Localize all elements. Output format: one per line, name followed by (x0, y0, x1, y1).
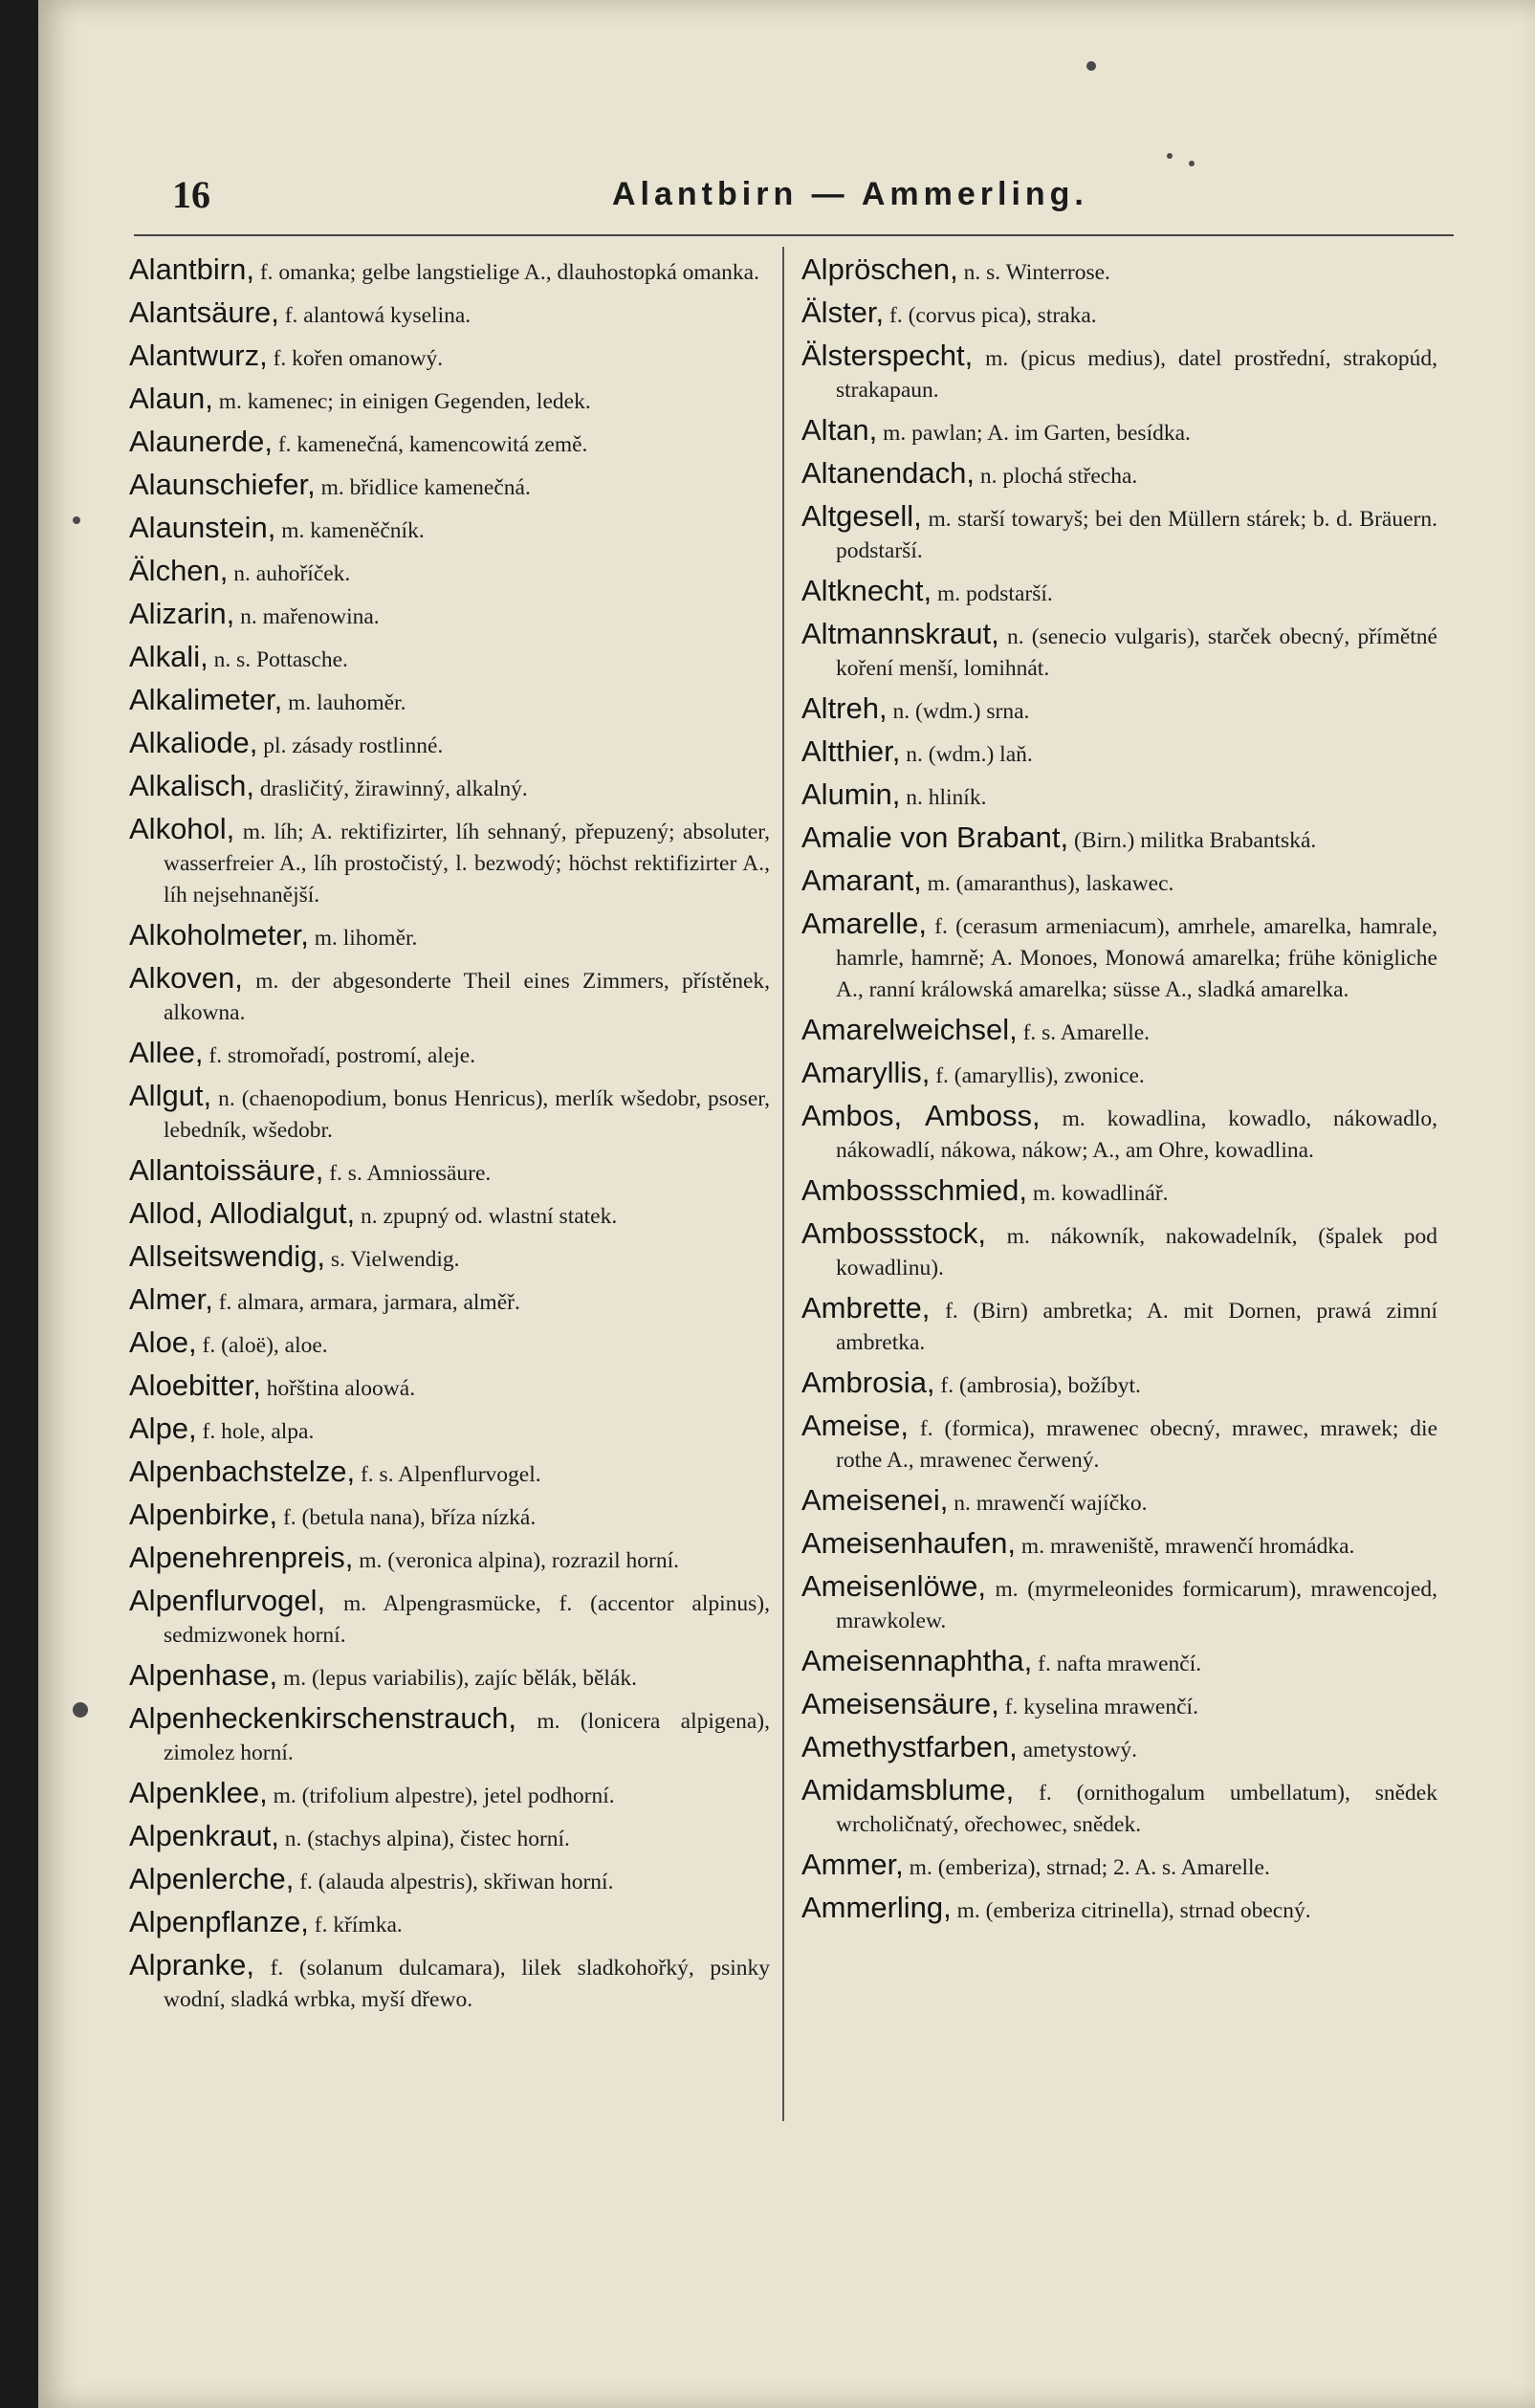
entry-headword: Alpenbirke, (129, 1498, 278, 1531)
entry-headword: Aloebitter, (129, 1368, 261, 1402)
dictionary-entry (801, 253, 1437, 289)
entry-headword: Allseitswendig, (129, 1239, 326, 1273)
dictionary-entry (129, 469, 770, 504)
entry-headword: Allee, (129, 1036, 204, 1069)
entry-definition: f. (formica), mrawenec obecný, mrawec, mrawek; die rothe A., mrawenec čerwený. (836, 1416, 1438, 1473)
dictionary-entry (801, 1100, 1437, 1167)
entry-headword: Alpenkraut, (129, 1819, 279, 1852)
dictionary-entry (129, 1283, 770, 1319)
dictionary-entry (129, 1542, 770, 1577)
dictionary-entry (129, 1080, 770, 1147)
entry-headword: Alpenklee, (129, 1776, 268, 1809)
entry-headword: Ammer, (801, 1848, 904, 1881)
dictionary-entry (129, 1240, 770, 1276)
entry-headword: Alpenpflanze, (129, 1905, 309, 1938)
entry-headword: Amalie von Brabant, (801, 821, 1069, 854)
dictionary-entry (129, 1585, 770, 1652)
dictionary-entry (801, 457, 1437, 493)
entry-definition: m. Alpengrasmücke, f. (accentor alpinus), sedmizwonek horní. (164, 1591, 770, 1648)
entry-headword: Allantoissäure, (129, 1153, 324, 1187)
entry-definition: m. (emberiza), strnad; 2. A. s. Amarelle. (909, 1855, 1270, 1880)
entry-headword: Alkalisch, (129, 769, 254, 802)
entry-headword: Amarant, (801, 864, 922, 897)
entry-definition: f. kyselina mrawenčí. (1004, 1695, 1198, 1719)
entry-headword: Älsterspecht, (801, 339, 974, 372)
dictionary-entry (801, 500, 1437, 567)
entry-headword: Alantsäure, (129, 296, 279, 329)
dictionary-entry (129, 296, 770, 332)
entry-definition: f. (Birn) ambretka; A. mit Dornen, prawá zimní ambretka. (836, 1299, 1438, 1355)
entry-definition: f. křímka. (314, 1913, 403, 1937)
entry-headword: Alumin, (801, 777, 901, 811)
dictionary-entry (129, 1456, 770, 1491)
entry-definition: ametystowý. (1022, 1738, 1138, 1762)
entry-definition: f. (betula nana), bříza nízká. (282, 1505, 537, 1530)
entry-headword: Amidamsblume, (801, 1773, 1015, 1806)
dictionary-entry (129, 962, 770, 1029)
entry-definition: m. (lonicera alpigena), zimolez horní. (164, 1709, 770, 1765)
entry-headword: Altknecht, (801, 574, 932, 607)
entry-definition: f. kořen omanowý. (273, 346, 444, 371)
ink-speck (1189, 161, 1195, 166)
entry-headword: Altanendach, (801, 456, 975, 490)
dictionary-entry (801, 1570, 1437, 1637)
entry-headword: Alpröschen, (801, 252, 958, 286)
entry-definition: m. lihoměr. (314, 926, 418, 951)
entry-headword: Ammerling, (801, 1891, 952, 1924)
dictionary-entry (801, 1892, 1437, 1927)
entry-headword: Alpenflurvogel, (129, 1584, 326, 1617)
dictionary-entry (801, 1645, 1437, 1680)
entry-definition: f. (solanum dulcamara), lilek sladkohořký, psinky wodní, sladká wrbka, myší dřewo. (164, 1956, 771, 2012)
entry-headword: Alkalimeter, (129, 683, 283, 716)
entry-definition: f. s. Amarelle. (1022, 1020, 1151, 1045)
dictionary-entry (129, 555, 770, 590)
entry-definition: n. plochá střecha. (979, 464, 1138, 489)
entry-definition: n. mrawenčí wajíčko. (954, 1491, 1148, 1516)
dictionary-entry (129, 1820, 770, 1855)
dictionary-entry (801, 1174, 1437, 1210)
entry-headword: Alaun, (129, 382, 213, 415)
entry-definition: n. zpupný od. wlastní statek. (360, 1204, 618, 1229)
entry-definition: m. (picus medius), datel prostřední, strakopúd, strakapaun. (836, 346, 1437, 403)
entry-headword: Ameisennaphtha, (801, 1644, 1033, 1677)
entry-definition: f. s. Amniossäure. (329, 1161, 492, 1186)
column-divider (782, 247, 784, 2121)
entry-definition: n. s. Winterrose. (963, 260, 1110, 285)
entry-headword: Älster, (801, 296, 885, 329)
entry-headword: Altgesell, (801, 499, 922, 533)
dictionary-entry (801, 575, 1437, 610)
dictionary-entry (129, 512, 770, 547)
dictionary-entry (801, 865, 1437, 900)
dictionary-entry (801, 908, 1437, 1006)
dictionary-entry (801, 1367, 1437, 1402)
entry-definition: m. břidlice kamenečná. (320, 475, 531, 500)
dictionary-entry (801, 1410, 1437, 1477)
dictionary-entry (129, 1777, 770, 1812)
entry-definition: n. mařenowina. (240, 604, 380, 629)
entry-definition: m. lauhoměr. (288, 690, 406, 715)
dictionary-entry (801, 1057, 1437, 1092)
dictionary-entry (129, 1949, 770, 2016)
entry-headword: Alkoven, (129, 961, 243, 995)
dictionary-entry (129, 253, 770, 289)
header-rule (134, 234, 1454, 236)
entry-definition: f. (corvus pica), straka. (889, 303, 1097, 328)
entry-definition: f. alantowá kyselina. (284, 303, 471, 328)
entry-headword: Ameisenlöwe, (801, 1569, 986, 1603)
dictionary-entry (801, 1292, 1437, 1359)
entry-headword: Alizarin, (129, 597, 235, 630)
dictionary-entry (129, 1702, 770, 1769)
dictionary-entry (801, 1014, 1437, 1049)
dictionary-entry (129, 1037, 770, 1072)
entry-definition: m. der abgesonderte Theil eines Zimmers, přístěnek, alkowna. (164, 969, 771, 1025)
entry-headword: Alaunschiefer, (129, 468, 316, 501)
dictionary-entry (129, 598, 770, 633)
dictionary-entry (129, 919, 770, 954)
entry-definition: f. (aloë), aloe. (202, 1333, 328, 1358)
dictionary-entry (801, 1774, 1437, 1841)
entry-headword: Ameisenei, (801, 1483, 949, 1517)
entry-headword: Alkaliode, (129, 726, 258, 759)
dictionary-entry (801, 1527, 1437, 1563)
ink-speck (73, 1702, 88, 1718)
entry-headword: Ambos, Amboss, (801, 1099, 1041, 1132)
entry-definition: f. hole, alpa. (202, 1419, 315, 1444)
entry-headword: Alkohol, (129, 812, 235, 845)
dictionary-entry (129, 1659, 770, 1695)
entry-definition: f. (ornithogalum umbellatum), snědek wrcholičnatý, ořechowec, snědek. (836, 1781, 1437, 1837)
entry-definition: n. (stachys alpina), čistec horní. (284, 1827, 570, 1851)
dictionary-entry (129, 426, 770, 461)
entry-definition: m. líh; A. rektifizirter, líh sehnaný, přepuzený; absoluter, wasserfreier A., líh prostočistý, l. bezwodý; höchst rektifizirter A., líh nejsehnanější. (164, 820, 771, 908)
entry-headword: Alpranke, (129, 1948, 254, 1981)
entry-definition: n. auhoříček. (233, 561, 351, 586)
entry-headword: Alpenbachstelze, (129, 1455, 356, 1488)
entry-definition: n. s. Pottasche. (213, 647, 348, 672)
entry-headword: Ambossstock, (801, 1216, 986, 1250)
dictionary-entry (129, 1326, 770, 1362)
dictionary-entry (801, 296, 1437, 332)
entry-definition: f. stromořadí, postromí, aleje. (208, 1043, 476, 1068)
entry-headword: Amaryllis, (801, 1056, 931, 1089)
entry-definition: m. kowadlinář. (1032, 1181, 1169, 1206)
dictionary-entry (801, 618, 1437, 685)
entry-definition: f. almara, armara, jarmara, alměř. (218, 1290, 520, 1315)
entry-headword: Altreh, (801, 691, 888, 725)
right-column (801, 253, 1437, 1935)
entry-definition: s. Vielwendig. (330, 1247, 460, 1272)
entry-definition: m. (lepus variabilis), zajíc bělák, bělák. (283, 1666, 637, 1691)
entry-headword: Älchen, (129, 554, 229, 587)
entry-definition: f. (amaryllis), zwonice. (935, 1063, 1145, 1088)
dictionary-entry (129, 727, 770, 762)
entry-definition: m. kameněčník. (281, 518, 425, 543)
entry-headword: Ameisenhaufen, (801, 1526, 1017, 1560)
entry-headword: Alpe, (129, 1412, 197, 1445)
entry-headword: Alkoholmeter, (129, 918, 309, 952)
entry-headword: Aloe, (129, 1325, 197, 1359)
entry-definition: f. (ambrosia), božíbyt. (940, 1373, 1141, 1398)
dictionary-entry (801, 414, 1437, 449)
entry-headword: Almer, (129, 1282, 213, 1316)
dictionary-entry (801, 1217, 1437, 1284)
entry-definition: n. (senecio vulgaris), starček obecný, přímětné koření menší, lomihnát. (836, 624, 1437, 681)
dictionary-entry (129, 383, 770, 418)
entry-headword: Amethystfarben, (801, 1730, 1018, 1763)
entry-headword: Ambrette, (801, 1291, 931, 1324)
dictionary-entry (129, 1154, 770, 1190)
entry-definition: f. nafta mrawenčí. (1038, 1652, 1202, 1676)
entry-definition: n. hliník. (906, 785, 987, 810)
entry-definition: m. mraweniště, mrawenčí hromádka. (1020, 1534, 1355, 1559)
entry-definition: m. starší towaryš; bei den Müllern stárek; b. d. Bräuern. podstarší. (836, 507, 1437, 563)
entry-definition: f. kamenečná, kamencowitá země. (277, 432, 588, 457)
entry-headword: Alantwurz, (129, 339, 268, 372)
entry-headword: Ameisensäure, (801, 1687, 999, 1720)
entry-definition: m. nákowník, nakowadelník, (špalek pod kowadlinu). (836, 1224, 1438, 1281)
entry-headword: Allgut, (129, 1079, 212, 1112)
entry-definition: n. (chaenopodium, bonus Henricus), merlík wšedobr, psoser, lebedník, wšedobr. (164, 1086, 771, 1143)
dictionary-entry (129, 1412, 770, 1448)
entry-definition: drasličitý, žirawinný, alkalný. (259, 777, 528, 801)
dictionary-entry (129, 339, 770, 375)
page-header (172, 172, 1492, 230)
entry-headword: Alaunstein, (129, 511, 276, 544)
dictionary-entry (801, 1484, 1437, 1520)
dictionary-entry (129, 1906, 770, 1941)
dictionary-entry (129, 813, 770, 911)
entry-headword: Alpenlerche, (129, 1862, 295, 1895)
dictionary-entry (801, 1688, 1437, 1723)
entry-headword: Allod, Allodialgut, (129, 1196, 356, 1230)
dictionary-entry (801, 1731, 1437, 1766)
entry-headword: Ameise, (801, 1409, 909, 1442)
entry-headword: Alpenhase, (129, 1658, 278, 1692)
entry-headword: Altmannskraut, (801, 617, 999, 650)
entry-headword: Ambrosia, (801, 1366, 935, 1399)
entry-definition: m. (trifolium alpestre), jetel podhorní. (273, 1784, 615, 1808)
entry-definition: f. (cerasum armeniacum), amrhele, amarelka, hamrale, hamrle, hamrně; A. Monoes, Monowá amarelka; frühe königliche A., ranní králowská amarelka; süsse A., sladká amarelka. (836, 914, 1438, 1002)
dictionary-entry (129, 1863, 770, 1898)
entry-headword: Ambossschmied, (801, 1173, 1028, 1207)
entry-headword: Alkali, (129, 640, 208, 673)
entry-definition: n. (wdm.) srna. (892, 699, 1030, 724)
entry-headword: Altan, (801, 413, 878, 447)
entry-definition: pl. zásady rostlinné. (263, 733, 444, 758)
dictionary-entry (801, 339, 1437, 406)
page-number: 16 (172, 173, 210, 216)
entry-headword: Altthier, (801, 734, 901, 768)
entry-definition: m. kowadlina, kowadlo, nákowadlo, nákowadlí, nákowa, nákow; A., am Ohre, kowadlina. (836, 1106, 1438, 1163)
dictionary-entry (801, 778, 1437, 814)
dictionary-entry (129, 1197, 770, 1233)
dictionary-entry (129, 684, 770, 719)
entry-headword: Alpenehrenpreis, (129, 1541, 354, 1574)
entry-headword: Amarelle, (801, 907, 927, 940)
entry-definition: (Birn.) militka Brabantská. (1074, 828, 1317, 853)
dictionary-entry (801, 735, 1437, 771)
dictionary-entry (129, 1499, 770, 1534)
entry-definition: f. (alauda alpestris), skřiwan horní. (299, 1870, 614, 1894)
ink-speck (1167, 153, 1173, 159)
dictionary-entry (801, 821, 1437, 857)
dictionary-entry (129, 641, 770, 676)
entry-definition: f. omanka; gelbe langstielige A., dlauhostopká omanka. (259, 260, 759, 285)
ink-speck (1086, 61, 1096, 71)
entry-definition: f. s. Alpenflurvogel. (360, 1462, 541, 1487)
entry-definition: m. kamenec; in einigen Gegenden, ledek. (218, 389, 591, 414)
entry-definition: m. podstarší. (937, 581, 1053, 606)
entry-headword: Alantbirn, (129, 252, 254, 286)
left-column (129, 253, 770, 2024)
ink-speck (73, 516, 80, 524)
entry-definition: m. (myrmeleonides formicarum), mrawencojed, mrawkolew. (836, 1577, 1438, 1633)
entry-definition: m. (emberiza citrinella), strnad obecný. (956, 1898, 1311, 1923)
entry-definition: m. (amaranthus), laskawec. (927, 871, 1174, 896)
dictionary-entry (801, 1849, 1437, 1884)
entry-definition: n. (wdm.) laň. (906, 742, 1033, 767)
entry-definition: m. (veronica alpina), rozrazil horní. (359, 1548, 679, 1573)
entry-definition: hořština aloowá. (266, 1376, 416, 1401)
entry-headword: Amarelweichsel, (801, 1013, 1018, 1046)
dictionary-entry (129, 770, 770, 805)
running-head: Alantbirn — Ammerling. (612, 176, 1088, 212)
entry-headword: Alaunerde, (129, 425, 273, 458)
entry-definition: m. pawlan; A. im Garten, besídka. (883, 421, 1191, 446)
dictionary-entry (129, 1369, 770, 1405)
dictionary-entry (801, 692, 1437, 728)
entry-headword: Alpenheckenkirschenstrauch, (129, 1701, 516, 1735)
